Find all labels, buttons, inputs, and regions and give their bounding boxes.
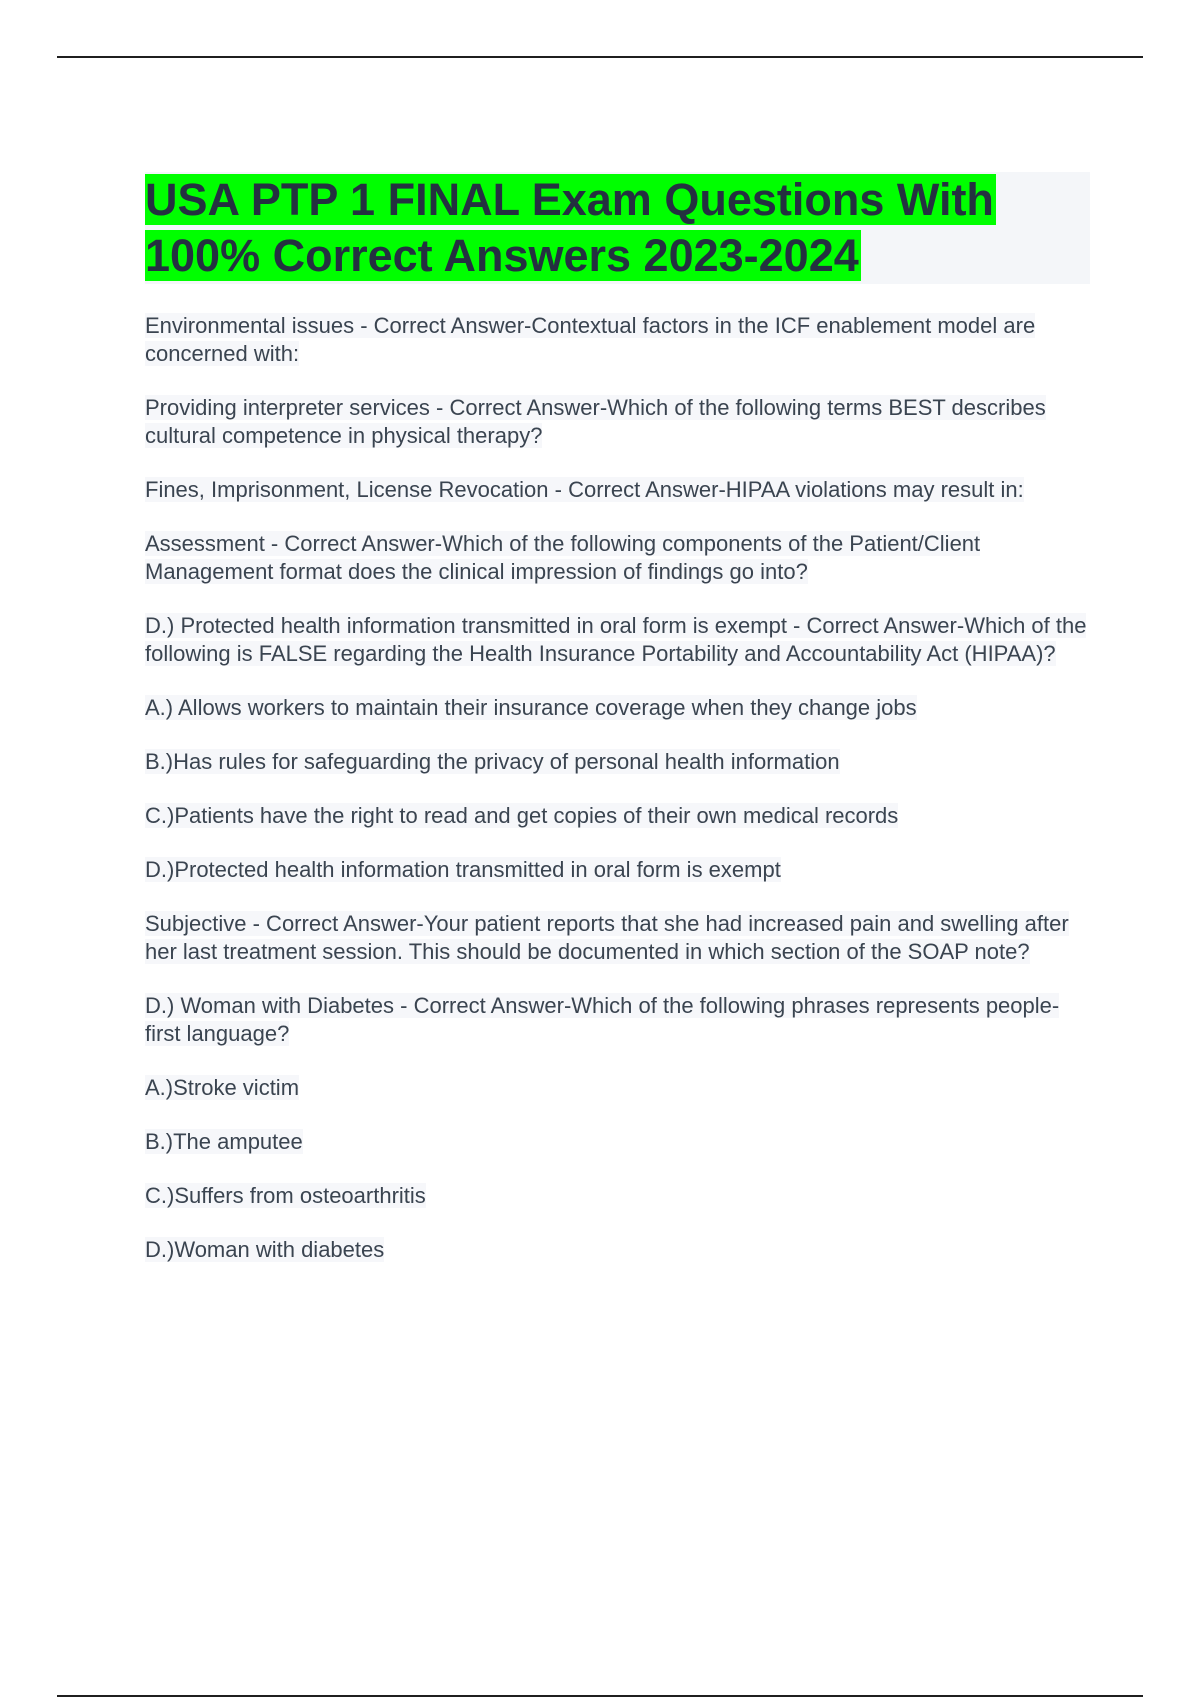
option-item [145,1236,1090,1264]
bottom-rule [57,1695,1143,1697]
option-item [145,856,1090,884]
qa-text: D.) Woman with Diabetes - Correct Answer-Which of the following phrases represents people-first language? [145,993,1060,1046]
top-rule [57,56,1143,58]
option-text: A.) Allows workers to maintain their insurance coverage when they change jobs [145,695,917,720]
document-title [145,172,1090,284]
option-text: C.)Suffers from osteoarthritis [145,1183,426,1208]
qa-item [145,312,1090,368]
option-item [145,1182,1090,1210]
document-title-text: USA PTP 1 FINAL Exam Questions With 100% Correct Answers 2023-2024 [145,174,994,281]
option-item [145,1128,1090,1156]
option-item [145,1074,1090,1102]
option-item [145,694,1090,722]
document-body [145,172,1090,1290]
option-item [145,748,1090,776]
option-item [145,802,1090,830]
qa-text: Assessment - Correct Answer-Which of the following components of the Patient/Client Management format does the clinical impression of findings go into? [145,531,981,584]
option-text: D.)Woman with diabetes [145,1237,385,1262]
qa-text: Subjective - Correct Answer-Your patient reports that she had increased pain and swelling after her last treatment session. This should be documented in which section of the SOAP note? [145,911,1069,964]
qa-item [145,612,1090,668]
qa-text: Providing interpreter services - Correct Answer-Which of the following terms BEST describes cultural competence in physical therapy? [145,395,1046,448]
qa-item [145,910,1090,966]
option-text: C.)Patients have the right to read and get copies of their own medical records [145,803,899,828]
option-text: B.)Has rules for safeguarding the privacy of personal health information [145,749,840,774]
qa-item [145,476,1090,504]
qa-text: Environmental issues - Correct Answer-Contextual factors in the ICF enablement model are concerned with: [145,313,1036,366]
option-text: A.)Stroke victim [145,1075,300,1100]
qa-item [145,394,1090,450]
title-block [145,172,1090,284]
qa-text: D.) Protected health information transmitted in oral form is exempt - Correct Answer-Which of the following is FALSE regarding the Health Insurance Portability and Accountability Act (HIPAA)? [145,613,1087,666]
option-text: B.)The amputee [145,1129,303,1154]
qa-item [145,992,1090,1048]
option-text: D.)Protected health information transmitted in oral form is exempt [145,857,781,882]
qa-text: Fines, Imprisonment, License Revocation - Correct Answer-HIPAA violations may result in: [145,477,1024,502]
qa-item [145,530,1090,586]
